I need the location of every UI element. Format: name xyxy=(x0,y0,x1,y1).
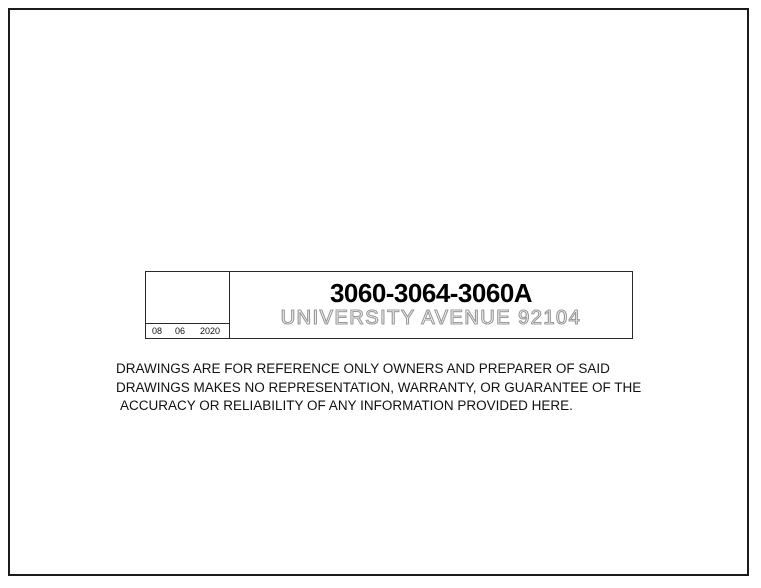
date-year: 2020 xyxy=(199,326,221,336)
project-number-title: 3060-3064-3060A xyxy=(329,278,533,308)
title-block xyxy=(145,271,633,339)
project-address-subtitle: UNIVERSITY AVENUE 92104 xyxy=(280,307,582,329)
disclaimer-line-3: ACCURACY OR RELIABILITY OF ANY INFORMATION PROVIDED HERE. xyxy=(120,398,573,413)
date-row xyxy=(146,323,229,338)
disclaimer-line-2: DRAWINGS MAKES NO REPRESENTATION, WARRANTY, OR GUARANTEE OF THE xyxy=(116,379,642,395)
date-cell xyxy=(146,272,230,338)
date-month: 08 xyxy=(151,326,162,336)
disclaimer-line-1: DRAWINGS ARE FOR REFERENCE ONLY OWNERS AND PREPARER OF SAID xyxy=(116,361,610,376)
title-cell xyxy=(230,272,632,338)
disclaimer-text xyxy=(116,360,676,416)
date-day: 06 xyxy=(174,326,185,336)
sheet-border xyxy=(8,8,749,576)
